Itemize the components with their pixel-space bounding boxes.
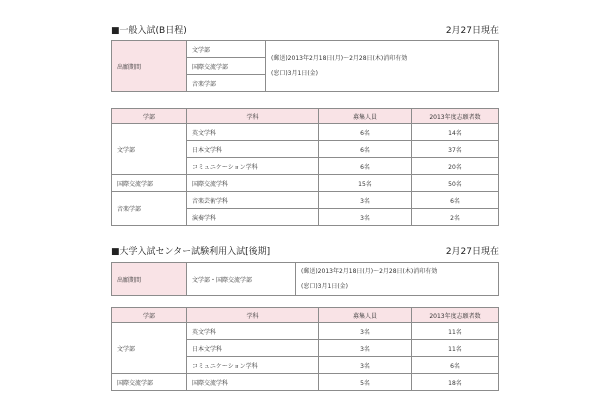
quota-cell: 5名 [319,374,412,391]
table-row [112,124,499,141]
column-header: 学科 [187,109,319,124]
mail-deadline: (郵送)2013年2月18日(月)〜2月28日(木)消印有効 [271,55,408,62]
department-name: 国際交流学部 [187,58,266,75]
application-period-label: 出願期間 [112,263,187,296]
quota-cell: 6名 [319,141,412,158]
quota-cell: 3名 [319,209,412,226]
table-row [112,323,499,340]
application-period-label: 出願期間 [112,41,187,92]
faculty-cell: 文学部 [112,323,187,374]
column-header: 2013年度志願者数 [412,308,499,323]
column-header: 学科 [187,308,319,323]
section-header [111,25,499,37]
counter-date: (窓口)3月1日(金) [301,283,348,290]
dept-cell: 音楽芸術学科 [187,192,319,209]
applicants-cell: 50名 [412,175,499,192]
table-row [112,192,499,209]
dept-cell: 国際交流学科 [187,175,319,192]
section-title: ■一般入試(B日程) [111,26,187,36]
table-row [112,175,499,192]
faculty-cell: 国際交流学部 [112,175,187,192]
department-name: 文学部 [187,41,266,58]
column-header: 2013年度志願者数 [412,109,499,124]
quota-cell: 3名 [319,192,412,209]
applicants-cell: 2名 [412,209,499,226]
dept-cell: 演奏学科 [187,209,319,226]
quota-applicants-table [111,108,499,226]
column-header: 募集人員 [319,109,412,124]
application-dates [266,41,499,92]
dept-cell: コミュニケーション学科 [187,357,319,374]
section-title: ■大学入試センター試験利用入試[後期] [111,247,271,257]
table-row [112,374,499,391]
dept-cell: 英文学科 [187,323,319,340]
quota-applicants-table [111,307,499,391]
section-header [111,246,499,258]
faculty-cell: 音楽学部 [112,192,187,226]
applicants-cell: 14名 [412,124,499,141]
column-header: 学部 [112,308,187,323]
department-name: 音楽学部 [187,75,266,92]
applicants-cell: 37名 [412,141,499,158]
mail-deadline: (郵送)2013年2月18日(月)〜2月28日(木)消印有効 [301,268,438,275]
quota-cell: 3名 [319,357,412,374]
applicants-cell: 11名 [412,323,499,340]
section-center-test-late [111,246,499,258]
dept-cell: 日本文学科 [187,141,319,158]
application-period-table [111,40,499,92]
quota-cell: 3名 [319,340,412,357]
application-dates [296,263,499,296]
dept-cell: コミュニケーション学科 [187,158,319,175]
faculty-cell: 文学部 [112,124,187,175]
applicants-cell: 18名 [412,374,499,391]
as-of-date: 2月27日現在 [445,247,499,257]
section-general-exam-b [111,25,499,37]
quota-cell: 3名 [319,323,412,340]
dept-cell: 英文学科 [187,124,319,141]
dept-cell: 日本文学科 [187,340,319,357]
as-of-date: 2月27日現在 [445,26,499,36]
applicants-cell: 11名 [412,340,499,357]
faculty-cell: 国際交流学部 [112,374,187,391]
column-header: 学部 [112,109,187,124]
quota-cell: 6名 [319,158,412,175]
dept-cell: 国際交流学科 [187,374,319,391]
applicants-cell: 20名 [412,158,499,175]
application-period-table [111,262,499,296]
counter-date: (窓口)3月1日(金) [271,70,318,77]
applicants-cell: 6名 [412,192,499,209]
department-name: 文学部・国際交流学部 [187,263,296,296]
applicants-cell: 6名 [412,357,499,374]
quota-cell: 6名 [319,124,412,141]
column-header: 募集人員 [319,308,412,323]
quota-cell: 15名 [319,175,412,192]
